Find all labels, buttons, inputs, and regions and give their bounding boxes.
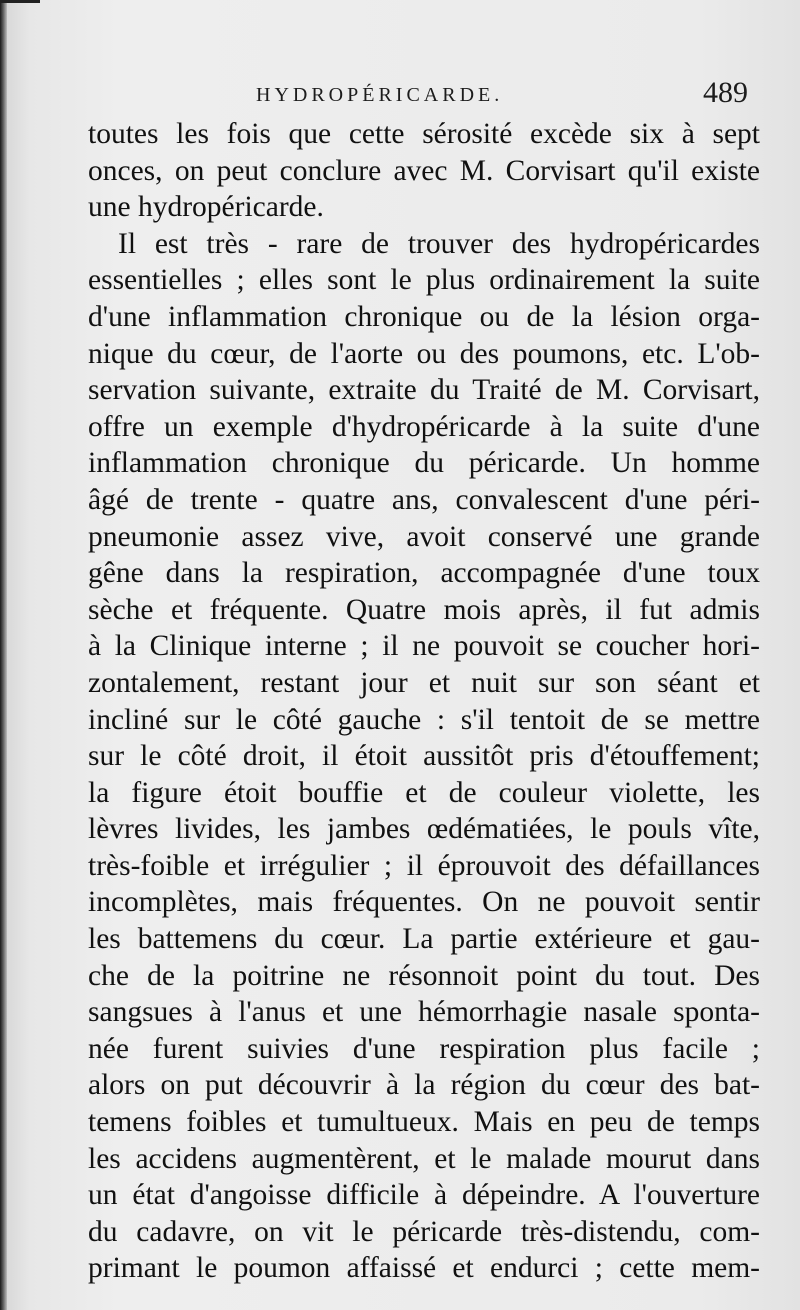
paragraph-first-line: Il est très - rare de trouver des hydropéricardes (118, 227, 760, 260)
text-line: essentielles ; elles sont le plus ordinairement la suite (88, 264, 760, 297)
text-line: toutes les fois que cette sérosité excède six à sept (88, 118, 760, 150)
text-line: primant le poumon affaissé et endurci ; cette mem- (88, 1252, 760, 1285)
text-line: gêne dans la respiration, accompagnée d'une toux (88, 557, 760, 590)
page-gutter-shadow (0, 0, 7, 1310)
running-title: HYDROPÉRICARDE. (256, 84, 504, 106)
text-line: sèche et fréquente. Quatre mois après, il fut admis (88, 593, 760, 626)
text-line: une hydropéricarde. (88, 191, 324, 224)
text-line: née furent suivies d'une respiration plus facile ; (88, 1032, 760, 1065)
text-line: incomplètes, mais fréquentes. On ne pouvoit sentir (88, 886, 760, 919)
text-line: nique du cœur, de l'aorte ou des poumons, etc. L'ob- (88, 337, 760, 370)
text-line: la figure étoit bouffie et de couleur violette, les (88, 776, 760, 809)
text-line: un état d'angoisse difficile à dépeindre. A l'ouverture (88, 1179, 760, 1212)
text-line: che de la poitrine ne résonnoit point du tout. Des (88, 959, 760, 992)
text-line: lèvres livides, les jambes œdématiées, le pouls vîte, (88, 813, 760, 846)
text-line: zontalement, restant jour et nuit sur son séant et (88, 666, 760, 699)
text-line: les accidens augmentèrent, et le malade mourut dans (88, 1142, 760, 1175)
text-line: du cadavre, on vit le péricarde très-distendu, com- (88, 1215, 760, 1248)
body-text (88, 116, 760, 1287)
text-line: offre un exemple d'hydropéricarde à la suite d'une (88, 410, 760, 443)
text-line: alors on put découvrir à la région du cœur des bat- (88, 1069, 760, 1102)
page-corner-mark (0, 0, 40, 3)
page-number: 489 (703, 76, 748, 109)
text-line: sur le côté droit, il étoit aussitôt pris d'étouffement; (88, 740, 760, 773)
text-line: temens foibles et tumultueux. Mais en peu de temps (88, 1106, 760, 1139)
text-line: âgé de trente - quatre ans, convalescent d'une péri- (88, 483, 760, 516)
text-line: très-foible et irrégulier ; il éprouvoit des défaillances (88, 849, 760, 882)
text-line: pneumonie assez vive, avoit conservé une grande (88, 520, 760, 553)
text-line: à la Clinique interne ; il ne pouvoit se coucher hori- (88, 630, 760, 663)
text-line: onces, on peut conclure avec M. Corvisart qu'il existe (88, 154, 760, 187)
text-line: sangsues à l'anus et une hémorrhagie nasale sponta- (88, 996, 760, 1029)
text-line: incliné sur le côté gauche : s'il tentoit de se mettre (88, 703, 760, 736)
text-line: inflammation chronique du péricarde. Un homme (88, 447, 760, 480)
text-line: servation suivante, extraite du Traité de M. Corvisart, (88, 374, 760, 407)
text-line: d'une inflammation chronique ou de la lésion orga- (88, 300, 760, 333)
text-line: les battemens du cœur. La partie extérieure et gau- (88, 923, 760, 956)
